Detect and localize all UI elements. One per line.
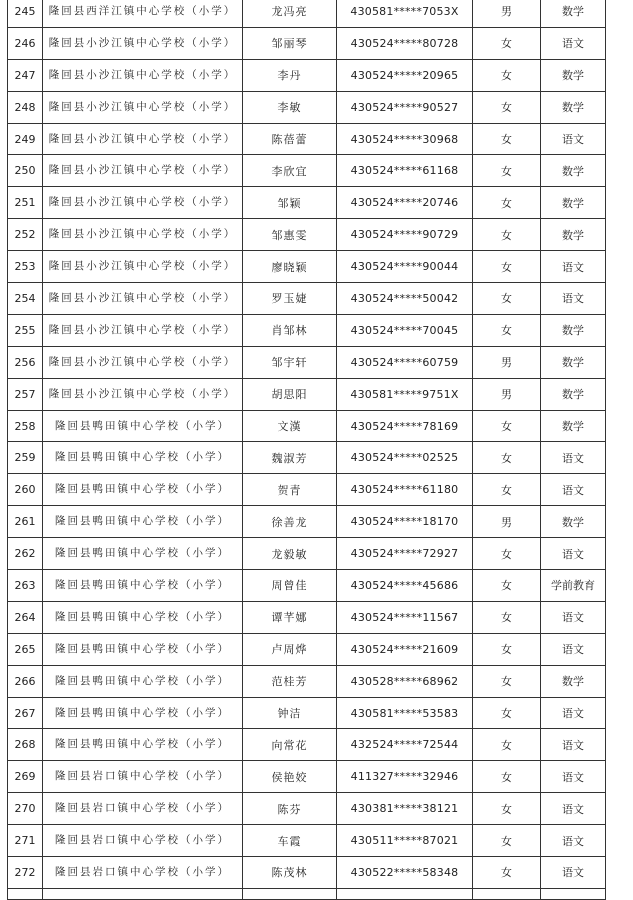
id-number-cell: 430524*****11567 — [337, 601, 473, 633]
school-cell: 隆回县小沙江镇中心学校（小学） — [43, 123, 243, 155]
name-cell: 贺青 — [243, 474, 337, 506]
row-number: 248 — [8, 91, 43, 123]
id-number-cell: 430581*****9751X — [337, 378, 473, 410]
id-number-cell: 430524*****90729 — [337, 219, 473, 251]
id-number-cell: 411327*****32946 — [337, 761, 473, 793]
table-row — [8, 378, 606, 410]
subject-cell: 语文 — [541, 857, 606, 889]
id-number-cell: 430524*****02525 — [337, 442, 473, 474]
gender-cell: 男 — [473, 378, 541, 410]
school-cell: 隆回县小沙江镇中心学校（小学） — [43, 283, 243, 315]
table-row — [8, 474, 606, 506]
table-row — [8, 601, 606, 633]
row-number: 262 — [8, 538, 43, 570]
id-number-cell: 430524*****30968 — [337, 123, 473, 155]
teacher-list-table — [7, 0, 606, 900]
row-number: 250 — [8, 155, 43, 187]
row-number: 246 — [8, 27, 43, 59]
subject-cell: 语文 — [541, 601, 606, 633]
gender-cell: 男 — [473, 506, 541, 538]
name-cell: 胡思阳 — [243, 378, 337, 410]
subject-cell: 数学 — [541, 219, 606, 251]
name-cell: 徐善龙 — [243, 506, 337, 538]
row-number: 257 — [8, 378, 43, 410]
row-number: 251 — [8, 187, 43, 219]
row-number: 272 — [8, 857, 43, 889]
row-number: 263 — [8, 570, 43, 602]
id-number-cell: 430524*****50042 — [337, 283, 473, 315]
school-cell: 隆回县小沙江镇中心学校（小学） — [43, 155, 243, 187]
subject-cell: 语文 — [541, 251, 606, 283]
row-number: 255 — [8, 314, 43, 346]
table-row — [8, 633, 606, 665]
school-cell: 隆回县鸭田镇中心学校（小学） — [43, 538, 243, 570]
name-cell: 魏淑芳 — [243, 442, 337, 474]
gender-cell: 女 — [473, 27, 541, 59]
gender-cell: 女 — [473, 123, 541, 155]
id-number-cell: 430581*****7053X — [337, 0, 473, 27]
row-number: 261 — [8, 506, 43, 538]
id-number-cell: 430522*****58348 — [337, 857, 473, 889]
id-number-cell: 430524*****18170 — [337, 506, 473, 538]
row-number: 264 — [8, 601, 43, 633]
name-cell: 邹宇轩 — [243, 346, 337, 378]
row-number: 260 — [8, 474, 43, 506]
school-cell: 隆回县小沙江镇中心学校（小学） — [43, 27, 243, 59]
gender-cell: 女 — [473, 665, 541, 697]
id-number-cell: 430524*****20746 — [337, 187, 473, 219]
school-cell: 隆回县岩口镇中心学校（小学） — [43, 857, 243, 889]
school-cell: 隆回县鸭田镇中心学校（小学） — [43, 665, 243, 697]
gender-cell: 女 — [473, 697, 541, 729]
subject-cell: 语文 — [541, 633, 606, 665]
row-number: 252 — [8, 219, 43, 251]
name-cell: 邹惠雯 — [243, 219, 337, 251]
table-row — [8, 857, 606, 889]
table-row — [8, 27, 606, 59]
school-cell: 隆回县鸭田镇中心学校（小学） — [43, 410, 243, 442]
name-cell: 罗玉婕 — [243, 283, 337, 315]
subject-cell: 语文 — [541, 442, 606, 474]
table-row — [8, 729, 606, 761]
name-cell: 李欣宜 — [243, 155, 337, 187]
school-cell: 隆回县岩口镇中心学校（小学） — [43, 793, 243, 825]
table-row — [8, 314, 606, 346]
row-number: 271 — [8, 825, 43, 857]
table-row — [8, 219, 606, 251]
table-body — [8, 0, 606, 899]
name-cell: 车霞 — [243, 825, 337, 857]
gender-cell: 女 — [473, 59, 541, 91]
row-number: 269 — [8, 761, 43, 793]
row-number: 253 — [8, 251, 43, 283]
table-row — [8, 506, 606, 538]
table-row — [8, 570, 606, 602]
gender-cell: 女 — [473, 283, 541, 315]
id-number-cell: 430524*****72927 — [337, 538, 473, 570]
subject-cell: 数学 — [541, 155, 606, 187]
name-cell: 李丹 — [243, 59, 337, 91]
id-number-cell: 432524*****72544 — [337, 729, 473, 761]
table-row — [8, 538, 606, 570]
subject-cell: 语文 — [541, 761, 606, 793]
gender-cell: 女 — [473, 187, 541, 219]
school-cell: 隆回县西洋江镇中心学校（小学） — [43, 0, 243, 27]
school-cell: 隆回县鸭田镇中心学校（小学） — [43, 506, 243, 538]
table-row — [8, 91, 606, 123]
gender-cell: 女 — [473, 761, 541, 793]
subject-cell: 数学 — [541, 59, 606, 91]
table-row — [8, 0, 606, 27]
name-cell: 龙冯亮 — [243, 0, 337, 27]
school-cell: 隆回县小沙江镇中心学校（小学） — [43, 314, 243, 346]
subject-cell: 语文 — [541, 793, 606, 825]
name-cell: 陈蓓蕾 — [243, 123, 337, 155]
row-number: 270 — [8, 793, 43, 825]
gender-cell: 女 — [473, 570, 541, 602]
row-number: 268 — [8, 729, 43, 761]
table-row — [8, 697, 606, 729]
school-cell: 隆回县鸭田镇中心学校（小学） — [43, 474, 243, 506]
id-number-cell: 430524*****90527 — [337, 91, 473, 123]
gender-cell: 女 — [473, 633, 541, 665]
school-cell: 隆回县鸭田镇中心学校（小学） — [43, 601, 243, 633]
id-number-cell: 430524*****90044 — [337, 251, 473, 283]
subject-cell: 学前教育 — [541, 570, 606, 602]
name-cell: 向常花 — [243, 729, 337, 761]
school-cell: 隆回县小沙江镇中心学校（小学） — [43, 219, 243, 251]
row-number: 254 — [8, 283, 43, 315]
school-cell: 隆回县岩口镇中心学校（小学） — [43, 761, 243, 793]
gender-cell: 女 — [473, 219, 541, 251]
subject-cell: 数学 — [541, 0, 606, 27]
subject-cell: 数学 — [541, 346, 606, 378]
subject-cell: 语文 — [541, 729, 606, 761]
row-number: 245 — [8, 0, 43, 27]
id-number-cell: 430524*****21609 — [337, 633, 473, 665]
subject-cell: 语文 — [541, 825, 606, 857]
gender-cell: 女 — [473, 793, 541, 825]
row-number: 267 — [8, 697, 43, 729]
gender-cell: 女 — [473, 729, 541, 761]
name-cell: 谭芊娜 — [243, 601, 337, 633]
id-number-cell: 430511*****87021 — [337, 825, 473, 857]
gender-cell: 女 — [473, 314, 541, 346]
table-row — [8, 761, 606, 793]
school-cell: 隆回县小沙江镇中心学校（小学） — [43, 346, 243, 378]
gender-cell: 女 — [473, 155, 541, 187]
school-cell: 隆回县鸭田镇中心学校（小学） — [43, 570, 243, 602]
name-cell: 邹丽琴 — [243, 27, 337, 59]
name-cell: 龙毅敏 — [243, 538, 337, 570]
school-cell: 隆回县小沙江镇中心学校（小学） — [43, 251, 243, 283]
table-row — [8, 251, 606, 283]
subject-cell: 语文 — [541, 123, 606, 155]
id-number-cell: 430528*****68962 — [337, 665, 473, 697]
id-number-cell: 430524*****70045 — [337, 314, 473, 346]
id-number-cell: 430524*****20965 — [337, 59, 473, 91]
id-number-cell: 430381*****38121 — [337, 793, 473, 825]
row-number: 256 — [8, 346, 43, 378]
subject-cell: 语文 — [541, 283, 606, 315]
name-cell: 范桂芳 — [243, 665, 337, 697]
school-cell: 隆回县鸭田镇中心学校（小学） — [43, 633, 243, 665]
name-cell: 陈茂林 — [243, 857, 337, 889]
table-row — [8, 155, 606, 187]
id-number-cell: 430581*****53583 — [337, 697, 473, 729]
school-cell: 隆回县小沙江镇中心学校（小学） — [43, 378, 243, 410]
school-cell: 隆回县小沙江镇中心学校（小学） — [43, 187, 243, 219]
school-cell: 隆回县鸭田镇中心学校（小学） — [43, 729, 243, 761]
gender-cell: 女 — [473, 474, 541, 506]
subject-cell: 语文 — [541, 538, 606, 570]
subject-cell: 语文 — [541, 697, 606, 729]
subject-cell: 数学 — [541, 506, 606, 538]
table-row — [8, 793, 606, 825]
name-cell: 肖邹林 — [243, 314, 337, 346]
gender-cell: 女 — [473, 857, 541, 889]
name-cell: 李敏 — [243, 91, 337, 123]
name-cell: 文漢 — [243, 410, 337, 442]
subject-cell: 数学 — [541, 187, 606, 219]
name-cell: 周曾佳 — [243, 570, 337, 602]
table-row — [8, 825, 606, 857]
id-number-cell: 430524*****60759 — [337, 346, 473, 378]
table-row — [8, 59, 606, 91]
gender-cell: 女 — [473, 410, 541, 442]
table-row — [8, 665, 606, 697]
table-row — [8, 283, 606, 315]
gender-cell: 女 — [473, 538, 541, 570]
gender-cell: 女 — [473, 825, 541, 857]
table-row — [8, 346, 606, 378]
subject-cell: 语文 — [541, 27, 606, 59]
table-row — [8, 442, 606, 474]
row-number: 258 — [8, 410, 43, 442]
id-number-cell: 430524*****61180 — [337, 474, 473, 506]
name-cell: 邹颖 — [243, 187, 337, 219]
row-number: 266 — [8, 665, 43, 697]
subject-cell: 数学 — [541, 378, 606, 410]
row-number: 265 — [8, 633, 43, 665]
id-number-cell: 430524*****45686 — [337, 570, 473, 602]
school-cell: 隆回县鸭田镇中心学校（小学） — [43, 442, 243, 474]
subject-cell: 数学 — [541, 665, 606, 697]
gender-cell: 女 — [473, 91, 541, 123]
subject-cell: 数学 — [541, 91, 606, 123]
name-cell: 陈芬 — [243, 793, 337, 825]
name-cell: 侯艳姣 — [243, 761, 337, 793]
table-row — [8, 410, 606, 442]
row-number: 247 — [8, 59, 43, 91]
id-number-cell: 430524*****80728 — [337, 27, 473, 59]
name-cell: 卢周烨 — [243, 633, 337, 665]
table-row — [8, 187, 606, 219]
subject-cell: 语文 — [541, 474, 606, 506]
row-number: 249 — [8, 123, 43, 155]
subject-cell: 数学 — [541, 314, 606, 346]
school-cell: 隆回县鸭田镇中心学校（小学） — [43, 697, 243, 729]
name-cell: 钟洁 — [243, 697, 337, 729]
gender-cell: 女 — [473, 442, 541, 474]
name-cell: 廖晓颖 — [243, 251, 337, 283]
gender-cell: 女 — [473, 251, 541, 283]
id-number-cell: 430524*****61168 — [337, 155, 473, 187]
school-cell: 隆回县岩口镇中心学校（小学） — [43, 825, 243, 857]
gender-cell: 男 — [473, 0, 541, 27]
school-cell: 隆回县小沙江镇中心学校（小学） — [43, 91, 243, 123]
row-number: 259 — [8, 442, 43, 474]
subject-cell: 数学 — [541, 410, 606, 442]
gender-cell: 女 — [473, 601, 541, 633]
table-row — [8, 123, 606, 155]
school-cell: 隆回县小沙江镇中心学校（小学） — [43, 59, 243, 91]
gender-cell: 男 — [473, 346, 541, 378]
id-number-cell: 430524*****78169 — [337, 410, 473, 442]
